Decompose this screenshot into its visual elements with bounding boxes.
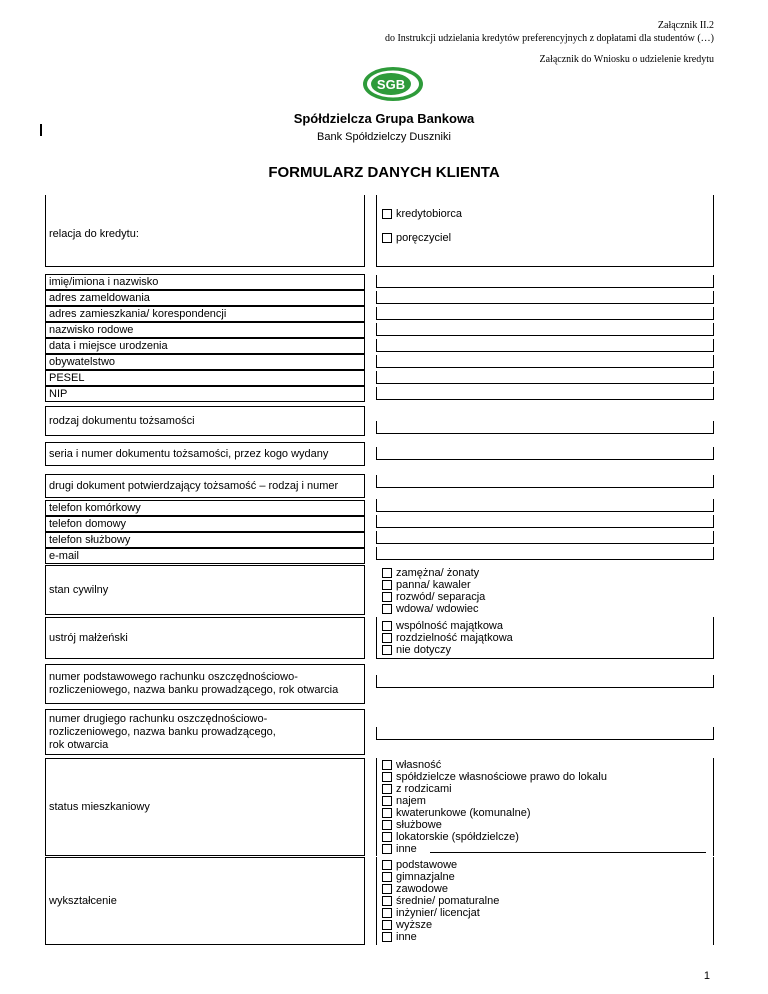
row-marital-status: stan cywilny: [45, 565, 365, 615]
row-work-phone: telefon służbowy: [45, 532, 365, 548]
checkbox[interactable]: [382, 233, 392, 243]
checkbox[interactable]: [382, 772, 392, 782]
row-pesel: PESEL: [45, 370, 365, 386]
field-residence-address[interactable]: [376, 304, 714, 320]
text-cursor: [40, 124, 42, 136]
checkbox[interactable]: [382, 592, 392, 602]
checkbox[interactable]: [382, 896, 392, 906]
option-joint-property[interactable]: wspólność majątkowa: [382, 620, 503, 632]
option-service-housing[interactable]: służbowe: [382, 819, 442, 831]
option-ownership[interactable]: własność: [382, 759, 441, 771]
option-rent[interactable]: najem: [382, 795, 426, 807]
row-nip: NIP: [45, 386, 365, 402]
checkbox[interactable]: [382, 820, 392, 830]
option-separate-property[interactable]: rozdzielność majątkowa: [382, 632, 513, 644]
bank-name: Spółdzielcza Grupa Bankowa: [293, 111, 475, 126]
option-primary[interactable]: podstawowe: [382, 859, 457, 871]
field-maiden-name[interactable]: [376, 320, 714, 336]
checkbox[interactable]: [382, 621, 392, 631]
relation-label-box: [45, 195, 365, 267]
checkbox[interactable]: [382, 872, 392, 882]
checkbox[interactable]: [382, 796, 392, 806]
option-municipal[interactable]: kwaterunkowe (komunalne): [382, 807, 531, 819]
annex-number: Załącznik II.2: [657, 20, 714, 31]
field-work-phone[interactable]: [376, 528, 714, 544]
field-mobile-phone[interactable]: [376, 496, 714, 512]
option-tenant-cooperative[interactable]: lokatorskie (spółdzielcze): [382, 831, 519, 843]
checkbox[interactable]: [382, 209, 392, 219]
row-maiden-name: nazwisko rodowe: [45, 322, 365, 338]
field-citizenship[interactable]: [376, 352, 714, 368]
row-registered-address: adres zameldowania: [45, 290, 365, 306]
row-citizenship: obywatelstwo: [45, 354, 365, 370]
logo-text: SGB: [376, 77, 406, 92]
bank-branch: Bank Spółdzielczy Duszniki: [317, 131, 451, 143]
row-second-account: numer drugiego rachunku oszczędnościowo- rozliczeniowego, nazwa banku prowadzącego, rok otwarcia: [45, 709, 365, 755]
row-education: wykształcenie: [45, 857, 365, 945]
form-title: FORMULARZ DANYCH KLIENTA: [268, 164, 500, 181]
option-lower-secondary[interactable]: gimnazjalne: [382, 871, 455, 883]
field-housing-other[interactable]: [430, 852, 706, 853]
annex-application: Załącznik do Wniosku o udzielenie kredytu: [539, 54, 714, 65]
checkbox[interactable]: [382, 860, 392, 870]
field-home-phone[interactable]: [376, 512, 714, 528]
row-mobile-phone: telefon komórkowy: [45, 500, 365, 516]
option-not-applicable[interactable]: nie dotyczy: [382, 644, 451, 656]
checkbox[interactable]: [382, 844, 392, 854]
option-single[interactable]: panna/ kawaler: [382, 579, 471, 591]
field-full-name[interactable]: [376, 272, 714, 288]
option-housing-other[interactable]: inne: [382, 843, 417, 855]
sgb-logo: [360, 64, 426, 104]
row-residence-address: adres zamieszkania/ korespondencji: [45, 306, 365, 322]
row-other-doc: drugi dokument potwierdzający tożsamość – rodzaj i numer: [45, 474, 365, 498]
field-registered-address[interactable]: [376, 288, 714, 304]
option-secondary[interactable]: średnie/ pomaturalne: [382, 895, 499, 907]
row-id-doc-type: rodzaj dokumentu tożsamości: [45, 406, 365, 436]
row-housing-status: status mieszkaniowy: [45, 758, 365, 856]
row-marital-property: ustrój małżeński: [45, 617, 365, 659]
option-with-parents[interactable]: z rodzicami: [382, 783, 452, 795]
row-full-name: imię/imiona i nazwisko: [45, 274, 365, 290]
option-widowed[interactable]: wdowa/ wdowiec: [382, 603, 479, 615]
field-birth[interactable]: [376, 336, 714, 352]
page-number: 1: [703, 970, 710, 982]
checkbox[interactable]: [382, 920, 392, 930]
field-id-doc-type[interactable]: [376, 404, 714, 434]
relation-label: relacja do kredytu:: [49, 228, 139, 240]
option-education-other[interactable]: inne: [382, 931, 417, 943]
field-pesel[interactable]: [376, 368, 714, 384]
option-bachelor[interactable]: inżynier/ licencjat: [382, 907, 480, 919]
checkbox[interactable]: [382, 760, 392, 770]
field-nip[interactable]: [376, 384, 714, 400]
option-cooperative-ownership[interactable]: spółdzielcze własnościowe prawo do lokalu: [382, 771, 607, 783]
checkbox[interactable]: [382, 633, 392, 643]
checkbox[interactable]: [382, 884, 392, 894]
row-home-phone: telefon domowy: [45, 516, 365, 532]
option-divorced[interactable]: rozwód/ separacja: [382, 591, 485, 603]
field-second-account[interactable]: [376, 722, 714, 740]
checkbox[interactable]: [382, 832, 392, 842]
checkbox[interactable]: [382, 932, 392, 942]
option-higher[interactable]: wyższe: [382, 919, 432, 931]
field-email[interactable]: [376, 544, 714, 560]
row-email: e-mail: [45, 548, 365, 564]
checkbox[interactable]: [382, 580, 392, 590]
row-id-doc-number: seria i numer dokumentu tożsamości, przez kogo wydany: [45, 442, 365, 466]
option-poreczyciel[interactable]: poręczyciel: [382, 232, 451, 244]
option-vocational[interactable]: zawodowe: [382, 883, 448, 895]
option-kredytobiorca[interactable]: kredytobiorca: [382, 208, 462, 220]
checkbox[interactable]: [382, 784, 392, 794]
checkbox[interactable]: [382, 908, 392, 918]
option-married[interactable]: zamężna/ żonaty: [382, 567, 479, 579]
row-birth: data i miejsce urodzenia: [45, 338, 365, 354]
relation-options-box: [376, 195, 714, 267]
row-primary-account: numer podstawowego rachunku oszczędnościowo- rozliczeniowego, nazwa banku prowadzącego, rok otwarcia: [45, 664, 365, 704]
checkbox[interactable]: [382, 568, 392, 578]
field-primary-account[interactable]: [376, 670, 714, 688]
checkbox[interactable]: [382, 645, 392, 655]
field-id-doc-number[interactable]: [376, 444, 714, 460]
checkbox[interactable]: [382, 808, 392, 818]
checkbox[interactable]: [382, 604, 392, 614]
field-other-doc[interactable]: [376, 472, 714, 488]
annex-description: do Instrukcji udzielania kredytów preferencyjnych z dopłatami dla studentów (…): [384, 33, 714, 44]
